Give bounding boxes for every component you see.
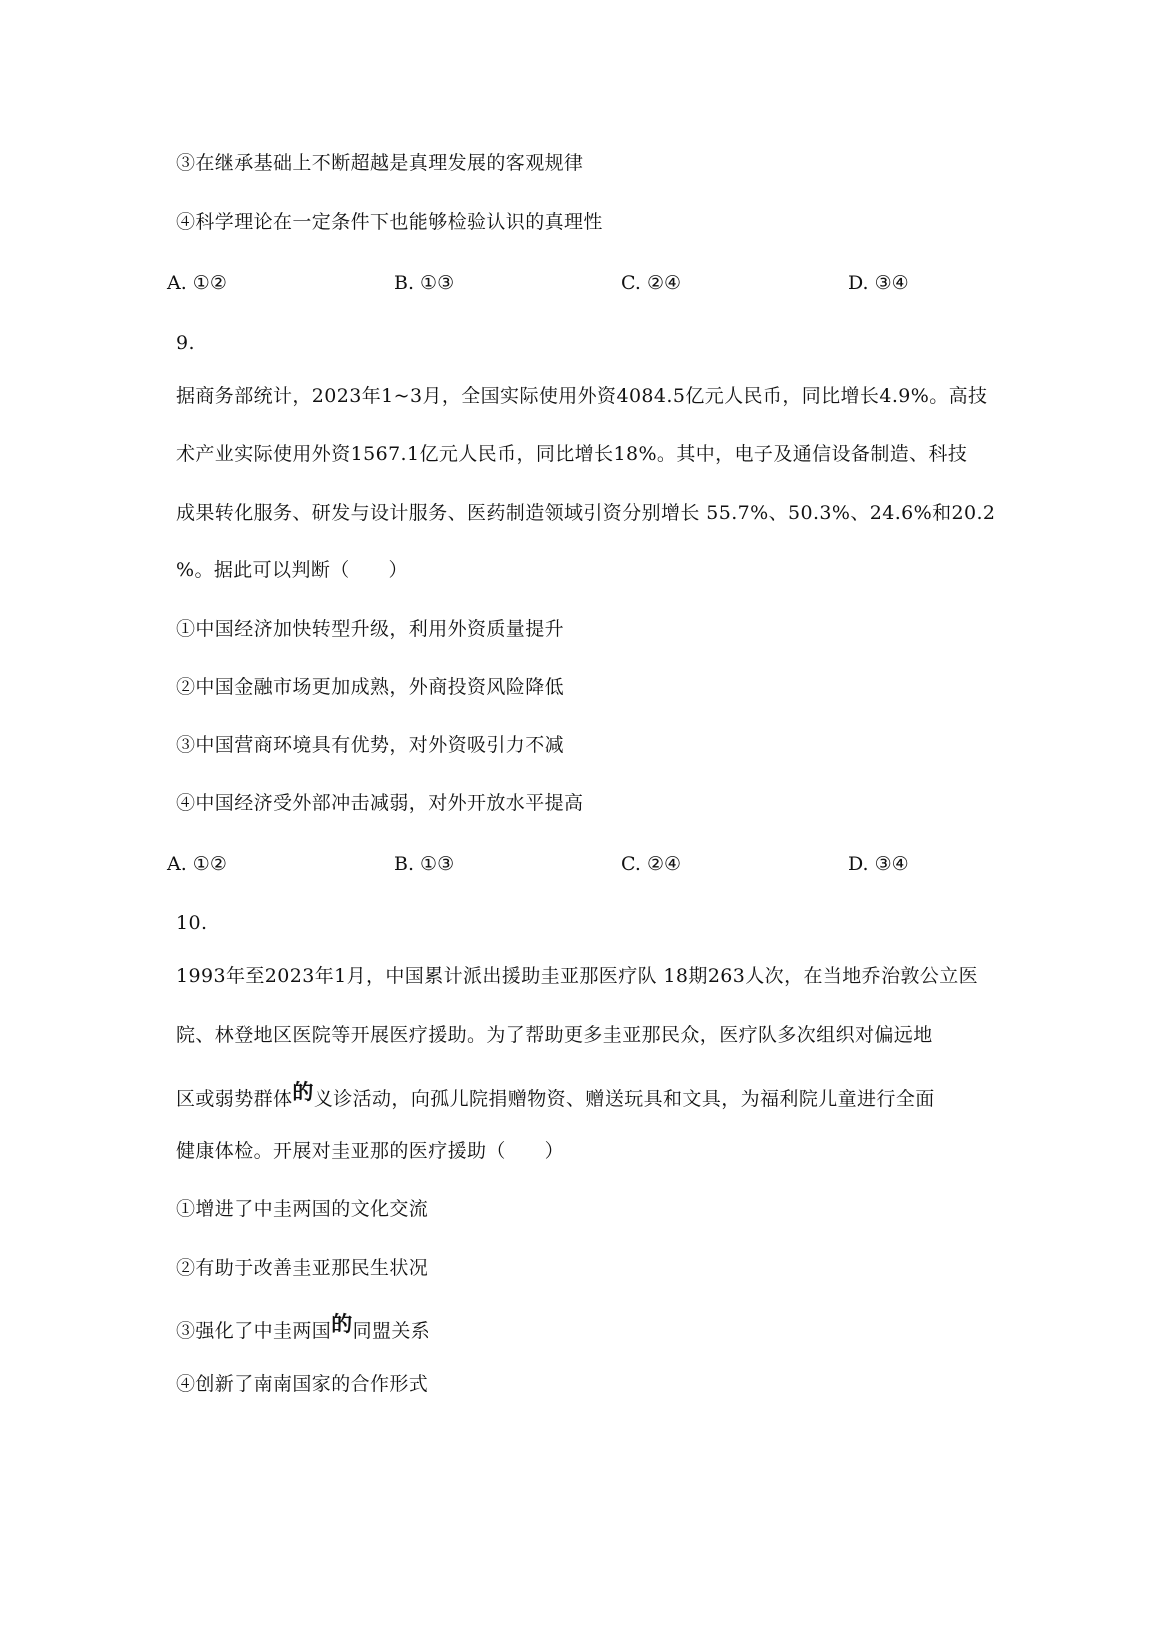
q9-statement-2: ②中国金融市场更加成熟，外商投资风险降低 xyxy=(176,676,565,698)
q8-option-d[interactable]: D. ③④ xyxy=(848,272,909,294)
q10-stem-line-3 xyxy=(176,1080,935,1111)
q9-statement-1: ①中国经济加快转型升级，利用外资质量提升 xyxy=(176,618,565,640)
q10-statement-3-raised-char: 的 xyxy=(331,1312,353,1336)
q10-statement-3-after: 同盟关系 xyxy=(352,1320,431,1342)
q9-statement-4: ④中国经济受外部冲击减弱，对外开放水平提高 xyxy=(176,792,584,814)
q9-stem-line-4: %。据此可以判断（ ） xyxy=(176,559,408,581)
q8-statement-4: ④科学理论在一定条件下也能够检验认识的真理性 xyxy=(176,211,603,233)
q9-option-b[interactable]: B. ①③ xyxy=(394,853,455,875)
q10-statement-3-before: ③强化了中圭两国 xyxy=(176,1320,332,1342)
q10-statement-4: ④创新了南南国家的合作形式 xyxy=(176,1373,429,1395)
q8-option-b[interactable]: B. ①③ xyxy=(394,272,455,294)
q10-stem-line-3-before: 区或弱势群体 xyxy=(176,1088,293,1110)
q10-statement-3 xyxy=(176,1312,431,1343)
q9-option-c[interactable]: C. ②④ xyxy=(621,853,682,875)
q10-stem-line-2: 院、林登地区医院等开展医疗援助。为了帮助更多圭亚那民众，医疗队多次组织对偏远地 xyxy=(176,1024,933,1046)
q10-stem-line-3-raised-char: 的 xyxy=(292,1080,314,1104)
q9-number: 9. xyxy=(176,332,195,354)
q9-statement-3: ③中国营商环境具有优势，对外资吸引力不减 xyxy=(176,734,565,756)
q10-stem-line-4: 健康体检。开展对圭亚那的医疗援助（ ） xyxy=(176,1140,565,1162)
q8-statement-3: ③在继承基础上不断超越是真理发展的客观规律 xyxy=(176,152,584,174)
q10-statement-1: ①增进了中圭两国的文化交流 xyxy=(176,1198,429,1220)
q9-stem-line-3: 成果转化服务、研发与设计服务、医药制造领域引资分别增长 55.7%、50.3%、24.6%和20.2 xyxy=(176,502,996,524)
q10-stem-line-3-after: 义诊活动，向孤儿院捐赠物资、赠送玩具和文具，为福利院儿童进行全面 xyxy=(313,1088,935,1110)
q10-statement-2: ②有助于改善圭亚那民生状况 xyxy=(176,1257,429,1279)
q9-stem-line-1: 据商务部统计，2023年1~3月，全国实际使用外资4084.5亿元人民币，同比增长4.9%。高技 xyxy=(176,385,988,407)
q8-option-a[interactable]: A. ①② xyxy=(167,272,227,294)
q10-number: 10. xyxy=(176,912,208,934)
q9-option-a[interactable]: A. ①② xyxy=(167,853,227,875)
q9-option-d[interactable]: D. ③④ xyxy=(848,853,909,875)
q10-stem-line-1: 1993年至2023年1月，中国累计派出援助圭亚那医疗队 18期263人次，在当地乔治敦公立医 xyxy=(176,965,979,987)
q9-stem-line-2: 术产业实际使用外资1567.1亿元人民币，同比增长18%。其中，电子及通信设备制造、科技 xyxy=(176,443,968,465)
q8-option-c[interactable]: C. ②④ xyxy=(621,272,682,294)
